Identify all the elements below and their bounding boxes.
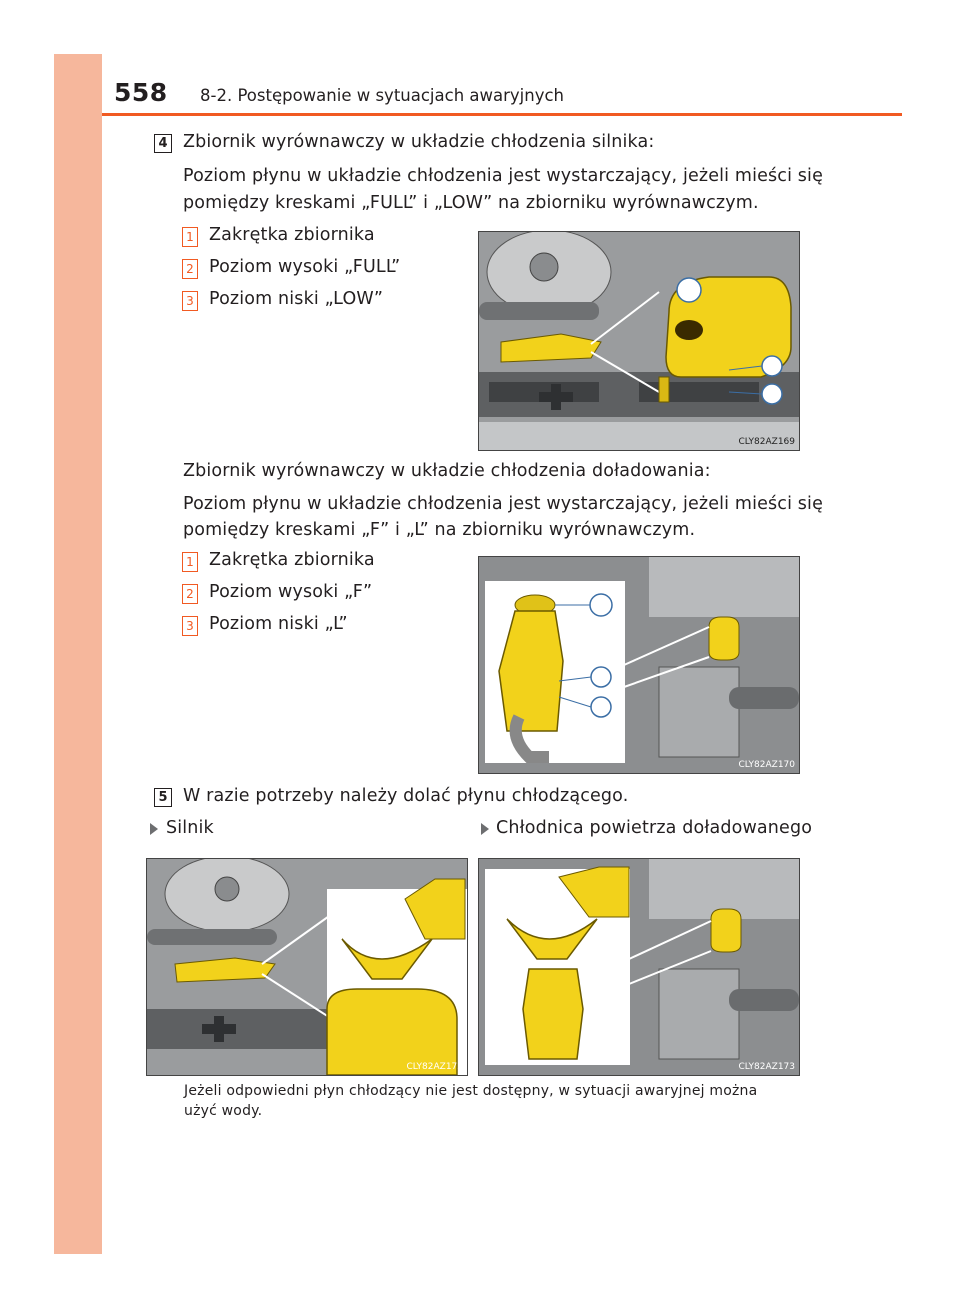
note-line-2: użyć wody.: [184, 1103, 263, 1119]
header-rule: [102, 113, 902, 116]
engine-item-1-label: Zakrętka zbiornika: [209, 225, 375, 245]
intercooler-refill-label: Chłodnica powietrza doładowanego: [496, 818, 813, 838]
intercooler-item-2-label: Poziom wysoki „F”: [209, 582, 373, 602]
intercooler-item-1-number: 1: [182, 552, 198, 572]
engine-item-2-label: Poziom wysoki „FULL”: [209, 257, 401, 277]
engine-refill-illustration: [146, 858, 468, 1076]
intercooler-refill-image-code: CLY82AZ173: [738, 1062, 795, 1072]
intercooler-item-3-number: 3: [182, 616, 198, 636]
section-title: 8-2. Postępowanie w sytuacjach awaryjnych: [200, 86, 565, 105]
engine-tank-title: Zbiornik wyrównawczy w układzie chłodzenia silnika:: [183, 132, 655, 152]
left-label-arrow-icon: [150, 823, 158, 835]
side-tab-bar: [54, 54, 102, 1254]
intercooler-refill-illustration: [478, 858, 800, 1076]
engine-reservoir-illustration: [478, 231, 800, 451]
engine-refill-label: Silnik: [166, 818, 214, 838]
step-4-marker: 4: [154, 134, 172, 153]
intercooler-item-1-label: Zakrętka zbiornika: [209, 550, 375, 570]
intercooler-tank-title: Zbiornik wyrównawczy w układzie chłodzenia doładowania:: [183, 461, 711, 481]
intercooler-tank-desc-1: Poziom płynu w układzie chłodzenia jest wystarczający, jeżeli mieści się: [183, 494, 823, 514]
engine-item-2-number: 2: [182, 259, 198, 279]
step-5-text: W razie potrzeby należy dolać płynu chłodzącego.: [183, 786, 629, 806]
right-label-arrow-icon: [481, 823, 489, 835]
step-5-marker: 5: [154, 788, 172, 807]
page-number: 558: [114, 78, 168, 107]
intercooler-tank-desc-2: pomiędzy kreskami „F” i „L” na zbiorniku wyrównawczym.: [183, 520, 696, 540]
note-paragraph: [184, 1081, 804, 1121]
engine-item-3-label: Poziom niski „LOW”: [209, 289, 384, 309]
engine-refill-image-code: CLY82AZ172: [406, 1062, 463, 1072]
engine-item-1-number: 1: [182, 227, 198, 247]
intercooler-item-3-label: Poziom niski „L”: [209, 614, 348, 634]
engine-tank-desc-2: pomiędzy kreskami „FULL” i „LOW” na zbiorniku wyrównawczym.: [183, 193, 759, 213]
intercooler-item-2-number: 2: [182, 584, 198, 604]
engine-tank-desc-1: Poziom płynu w układzie chłodzenia jest wystarczający, jeżeli mieści się: [183, 166, 823, 186]
engine-image-code: CLY82AZ169: [738, 437, 795, 447]
intercooler-reservoir-illustration: [478, 556, 800, 774]
note-line-1: Jeżeli odpowiedni płyn chłodzący nie jest dostępny, w sytuacji awaryjnej można: [184, 1083, 758, 1099]
intercooler-image-code: CLY82AZ170: [738, 760, 795, 770]
engine-item-3-number: 3: [182, 291, 198, 311]
